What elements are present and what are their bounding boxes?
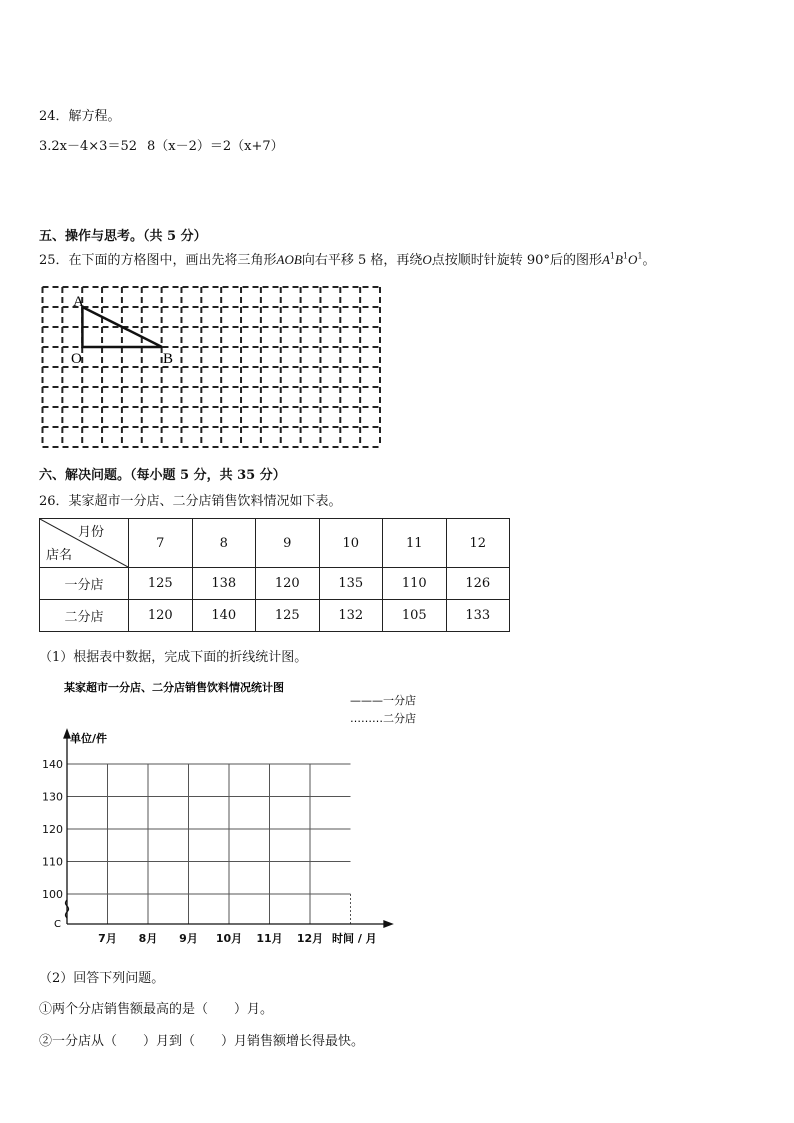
table-cell: 110 bbox=[383, 568, 447, 600]
q26-title: 26．某家超市一分店、二分店销售饮料情况如下表。 bbox=[39, 494, 342, 509]
store-name: 二分店 bbox=[40, 600, 129, 632]
corner-store-label: 店名 bbox=[46, 548, 73, 563]
legend-entry-store-1: ———一分店 bbox=[350, 694, 416, 707]
x-tick-label: 8月 bbox=[138, 932, 158, 945]
q24-title: 24．解方程。 bbox=[39, 109, 121, 124]
table-cell: 120 bbox=[256, 568, 320, 600]
chart-title: 某家超市一分店、二分店销售饮料情况统计图 bbox=[64, 681, 284, 694]
table-cell: 132 bbox=[319, 600, 383, 632]
label-b: B bbox=[163, 351, 174, 367]
q25-text: 25．在下面的方格图中，画出先将三角形AOB向右平移 5 格，再绕O点按顺时针旋转 90°后的图形$A^1B^1O^1$。 bbox=[39, 251, 656, 268]
table-cell: 120 bbox=[129, 600, 193, 632]
table-cell: 140 bbox=[192, 600, 256, 632]
month-header: 11 bbox=[383, 519, 447, 568]
y-tick-label: 120 bbox=[42, 823, 63, 836]
y-tick-label: 140 bbox=[42, 758, 63, 771]
table-cell: 138 bbox=[192, 568, 256, 600]
x-tick-label: 7月 bbox=[98, 932, 117, 945]
equation-2: 8（x－2）＝2（x+7） bbox=[147, 139, 284, 154]
legend-entry-store-2: ………二分店 bbox=[350, 712, 416, 725]
grid-figure[interactable] bbox=[40, 283, 385, 451]
section-5-title: 五、操作与思考。（共 5 分） bbox=[39, 229, 207, 244]
y-tick-label: 100 bbox=[42, 888, 63, 901]
table-cell: 125 bbox=[256, 600, 320, 632]
y-tick-label: 110 bbox=[42, 855, 63, 869]
y-tick-label: 130 bbox=[42, 790, 63, 804]
x-tick-label: 12月 bbox=[296, 932, 324, 945]
y-axis-label: 单位/件 bbox=[70, 732, 108, 745]
table-row bbox=[40, 568, 510, 600]
part-2-text: （2）回答下列问题。 bbox=[39, 971, 165, 986]
table-cell: 135 bbox=[319, 568, 383, 600]
corner-month-label: 月份 bbox=[77, 525, 104, 540]
sub-question-2: ②一分店从（ ）月到（ ）月销售额增长得最快。 bbox=[39, 1034, 365, 1049]
store-name: 一分店 bbox=[40, 568, 129, 600]
month-header: 8 bbox=[192, 519, 256, 568]
x-tick-label: 10月 bbox=[215, 932, 243, 945]
month-header: 12 bbox=[446, 519, 510, 568]
origin-label: C bbox=[54, 919, 61, 930]
part-1-text: （1）根据表中数据，完成下面的折线统计图。 bbox=[39, 650, 308, 665]
line-chart[interactable] bbox=[40, 672, 430, 952]
x-axis-label: 时间 / 月 bbox=[332, 932, 377, 945]
section-6-title: 六、解决问题。（每小题 5 分，共 35 分） bbox=[39, 468, 286, 483]
table-header-row bbox=[40, 519, 510, 568]
x-tick-label: 11月 bbox=[256, 932, 283, 945]
month-header: 7 bbox=[129, 519, 193, 568]
table-cell: 105 bbox=[383, 600, 447, 632]
table-row bbox=[40, 600, 510, 632]
table-corner-cell bbox=[40, 519, 129, 568]
table-cell: 126 bbox=[446, 568, 510, 600]
table-cell: 125 bbox=[129, 568, 193, 600]
sub-question-1: ①两个分店销售额最高的是（ ）月。 bbox=[39, 1002, 274, 1017]
label-a: A bbox=[73, 294, 84, 310]
month-header: 9 bbox=[256, 519, 320, 568]
table-cell: 133 bbox=[446, 600, 510, 632]
equation-1: 3.2x－4×3＝52 bbox=[39, 139, 137, 154]
label-o: O bbox=[71, 351, 82, 367]
sales-table bbox=[39, 518, 510, 632]
month-header: 10 bbox=[319, 519, 383, 568]
x-axis-arrow bbox=[384, 921, 392, 927]
x-tick-label: 9月 bbox=[179, 932, 198, 945]
